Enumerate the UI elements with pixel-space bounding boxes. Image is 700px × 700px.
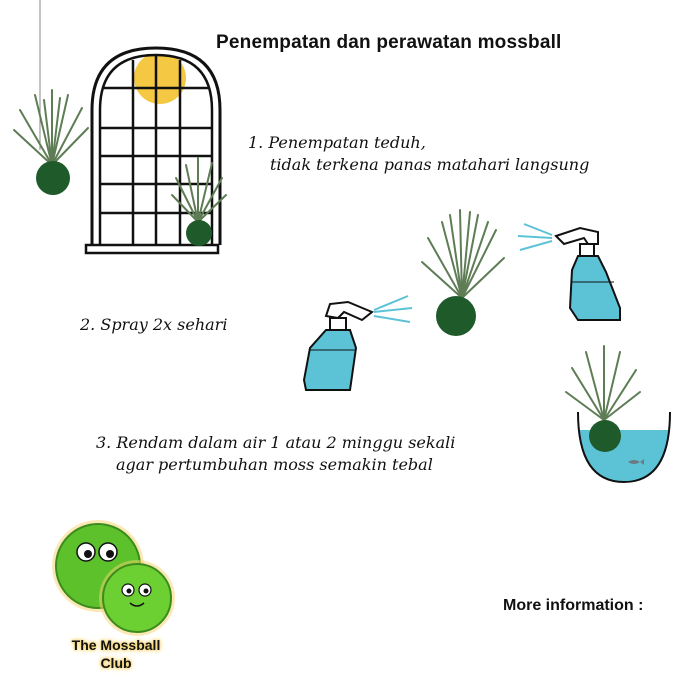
- logo-text: [60, 636, 172, 672]
- step-3-line-1: 3. Rendam dalam air 1 atau 2 minggu sekali: [96, 433, 456, 452]
- step-1-line-2: tidak terkena panas matahari langsung: [270, 155, 590, 174]
- step-2-line-1: 2. Spray 2x sehari: [80, 315, 228, 334]
- logo-line-2: Club: [100, 655, 132, 671]
- step-3-line-2: agar pertumbuhan moss semakin tebal: [116, 455, 433, 474]
- more-information-label: More information :: [503, 597, 644, 614]
- step-1-line-1: 1. Penempatan teduh,: [248, 133, 426, 152]
- window-plant-icon: [172, 158, 226, 222]
- page-title: Penempatan dan perawatan mossball: [216, 32, 562, 53]
- sun-icon: [134, 52, 186, 104]
- logo-line-1: The Mossball: [71, 637, 161, 653]
